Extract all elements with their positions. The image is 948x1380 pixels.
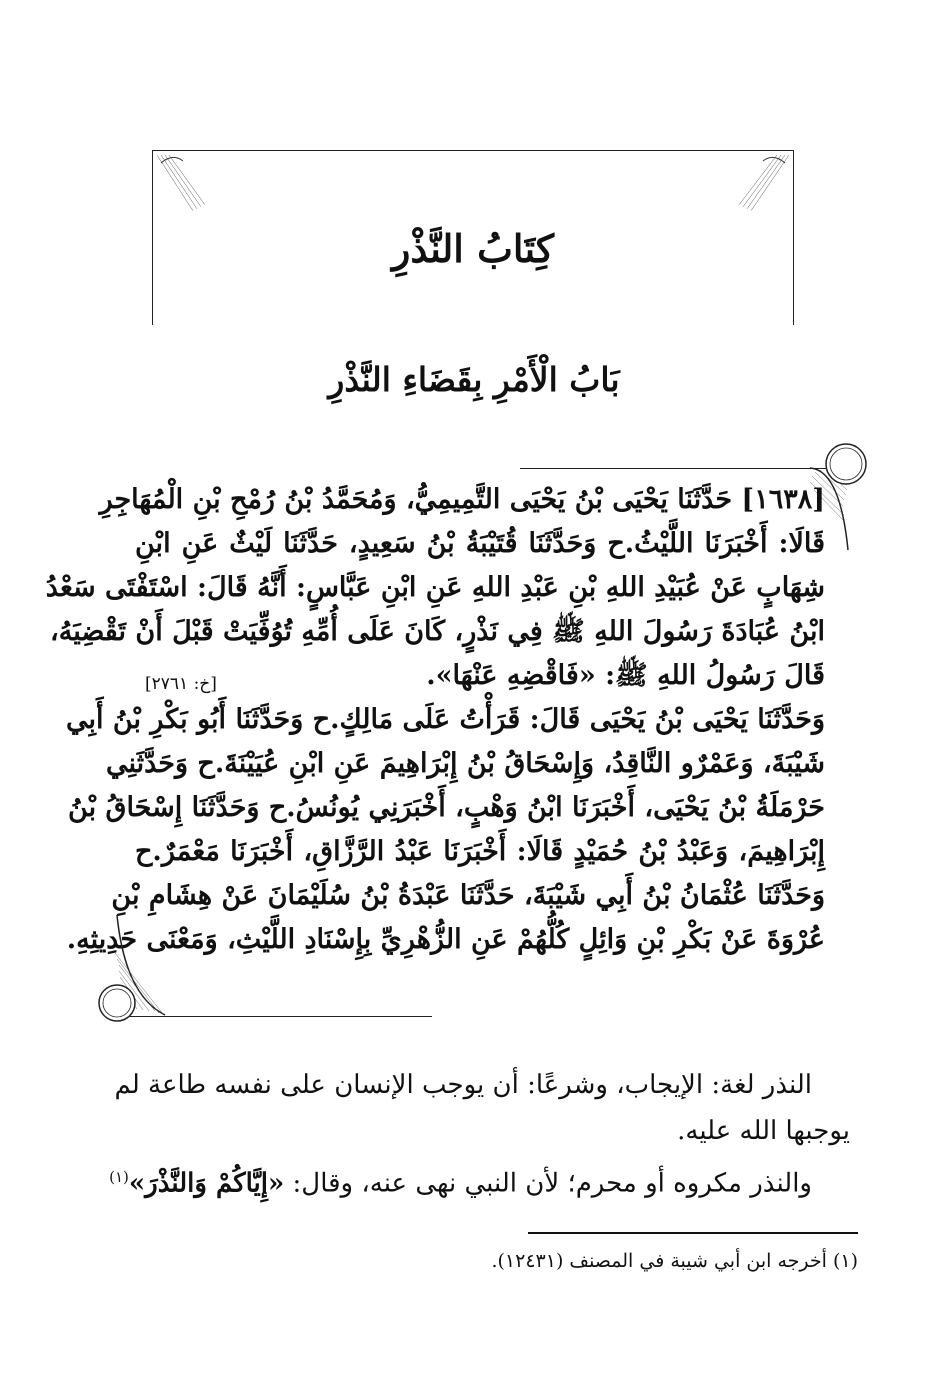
hadith-line: شَيْبَةَ، وَعَمْرٌو النَّاقِدُ، وَإِسْحَاقُ بْنُ إِبْرَاهِيمَ عَنِ ابْنِ عُيَيْنَةَ.ح وَحَدَّثَنِي: [105, 748, 825, 779]
hadith-line: ابْنُ عُبَادَةَ رَسُولَ اللهِ ﷺ فِي نَذْرٍ، كَانَ عَلَى أُمِّهِ تُوُفِّيَتْ قَبْلَ أَنْ تَقْضِيَهُ،: [50, 616, 825, 647]
hadith-line: [١٦٣٨] حَدَّثَنَا يَحْيَى بْنُ يَحْيَى التَّمِيمِيُّ، وَمُحَمَّدُ بْنُ رُمْحِ بْنِ الْمُهَاجِرِ: [99, 484, 825, 515]
footnote: (١) أخرجه ابن أبي شيبة في المصنف (١٢٤٣١).: [491, 1250, 858, 1272]
commentary-line: النذر لغة: الإيجاب، وشرعًا: أن يوجب الإنسان على نفسه طاعة لم: [114, 1070, 812, 1100]
hadith-line: شِهَابٍ عَنْ عُبَيْدِ اللهِ بْنِ عَبْدِ اللهِ عَنِ ابْنِ عَبَّاسٍ: أَنَّهُ قَالَ: اسْتَفْتَى سَعْدُ: [45, 572, 825, 603]
commentary: [82, 1062, 850, 1207]
corner-ornament-bottom: [95, 915, 175, 1025]
commentary-paragraph: [82, 1154, 850, 1207]
bukhari-reference: [خ: ٢٧٦١]: [145, 674, 217, 694]
hadith-line: إِبْرَاهِيمَ، وَعَبْدُ بْنُ حُمَيْدٍ قَالَا: أَخْبَرَنَا عَبْدُ الرَّزَّاقِ، أَخْبَرَنَا مَعْمَرٌ.ح: [135, 836, 825, 867]
hadith-line: وَحَدَّثَنَا يَحْيَى بْنُ يَحْيَى قَالَ: قَرَأْتُ عَلَى مَالِكٍ.ح وَحَدَّثَنَا أَبُو بَكْرِ بْنُ أَبِي: [65, 704, 825, 735]
footnote-separator: [528, 1232, 858, 1234]
book-title: كِتَابُ النَّذْرِ: [391, 226, 555, 271]
prophetic-quote: «إِيَّاكُمْ وَالنَّذْرَ»: [128, 1168, 285, 1199]
commentary-line: يوجبها الله عليه.: [677, 1116, 850, 1146]
hadith-text: [45, 478, 825, 962]
chapter-title: بَابُ الْأَمْرِ بِقَضَاءِ النَّذْرِ: [328, 360, 620, 399]
hadith-line: قَالَا: أَخْبَرَنَا اللَّيْثُ.ح وَحَدَّثَنَا قُتَيْبَةُ بْنُ سَعِيدٍ، حَدَّثَنَا لَيْثٌ عَنِ ابْنِ: [135, 528, 825, 559]
hadith-line: عُرْوَةَ عَنْ بَكْرِ بْنِ وَائِلٍ كُلُّهُمْ عَنِ الزُّهْرِيِّ بِإِسْنَادِ اللَّيْثِ، وَمَعْنَى حَدِيثِهِ.: [66, 924, 825, 955]
hadith-line: قَالَ رَسُولُ اللهِ ﷺ: «فَاقْضِهِ عَنْهَا».: [426, 660, 825, 691]
footnote-marker[interactable]: (١): [109, 1168, 129, 1186]
hadith-line: وَحَدَّثَنَا عُثْمَانُ بْنُ أَبِي شَيْبَةَ، حَدَّثَنَا عَبْدَةُ بْنُ سُلَيْمَانَ عَنْ هِشَامِ بْنِ: [111, 880, 825, 911]
commentary-text: والنذر مكروه أو محرم؛ لأن النبي نهى عنه، وقال:: [284, 1168, 812, 1199]
hadith-line: حَرْمَلَةُ بْنُ يَحْيَى، أَخْبَرَنَا ابْنُ وَهْبٍ، أَخْبَرَنِي يُونُسُ.ح وَحَدَّثَنَا إِسْحَاقُ بْنُ: [68, 792, 825, 823]
